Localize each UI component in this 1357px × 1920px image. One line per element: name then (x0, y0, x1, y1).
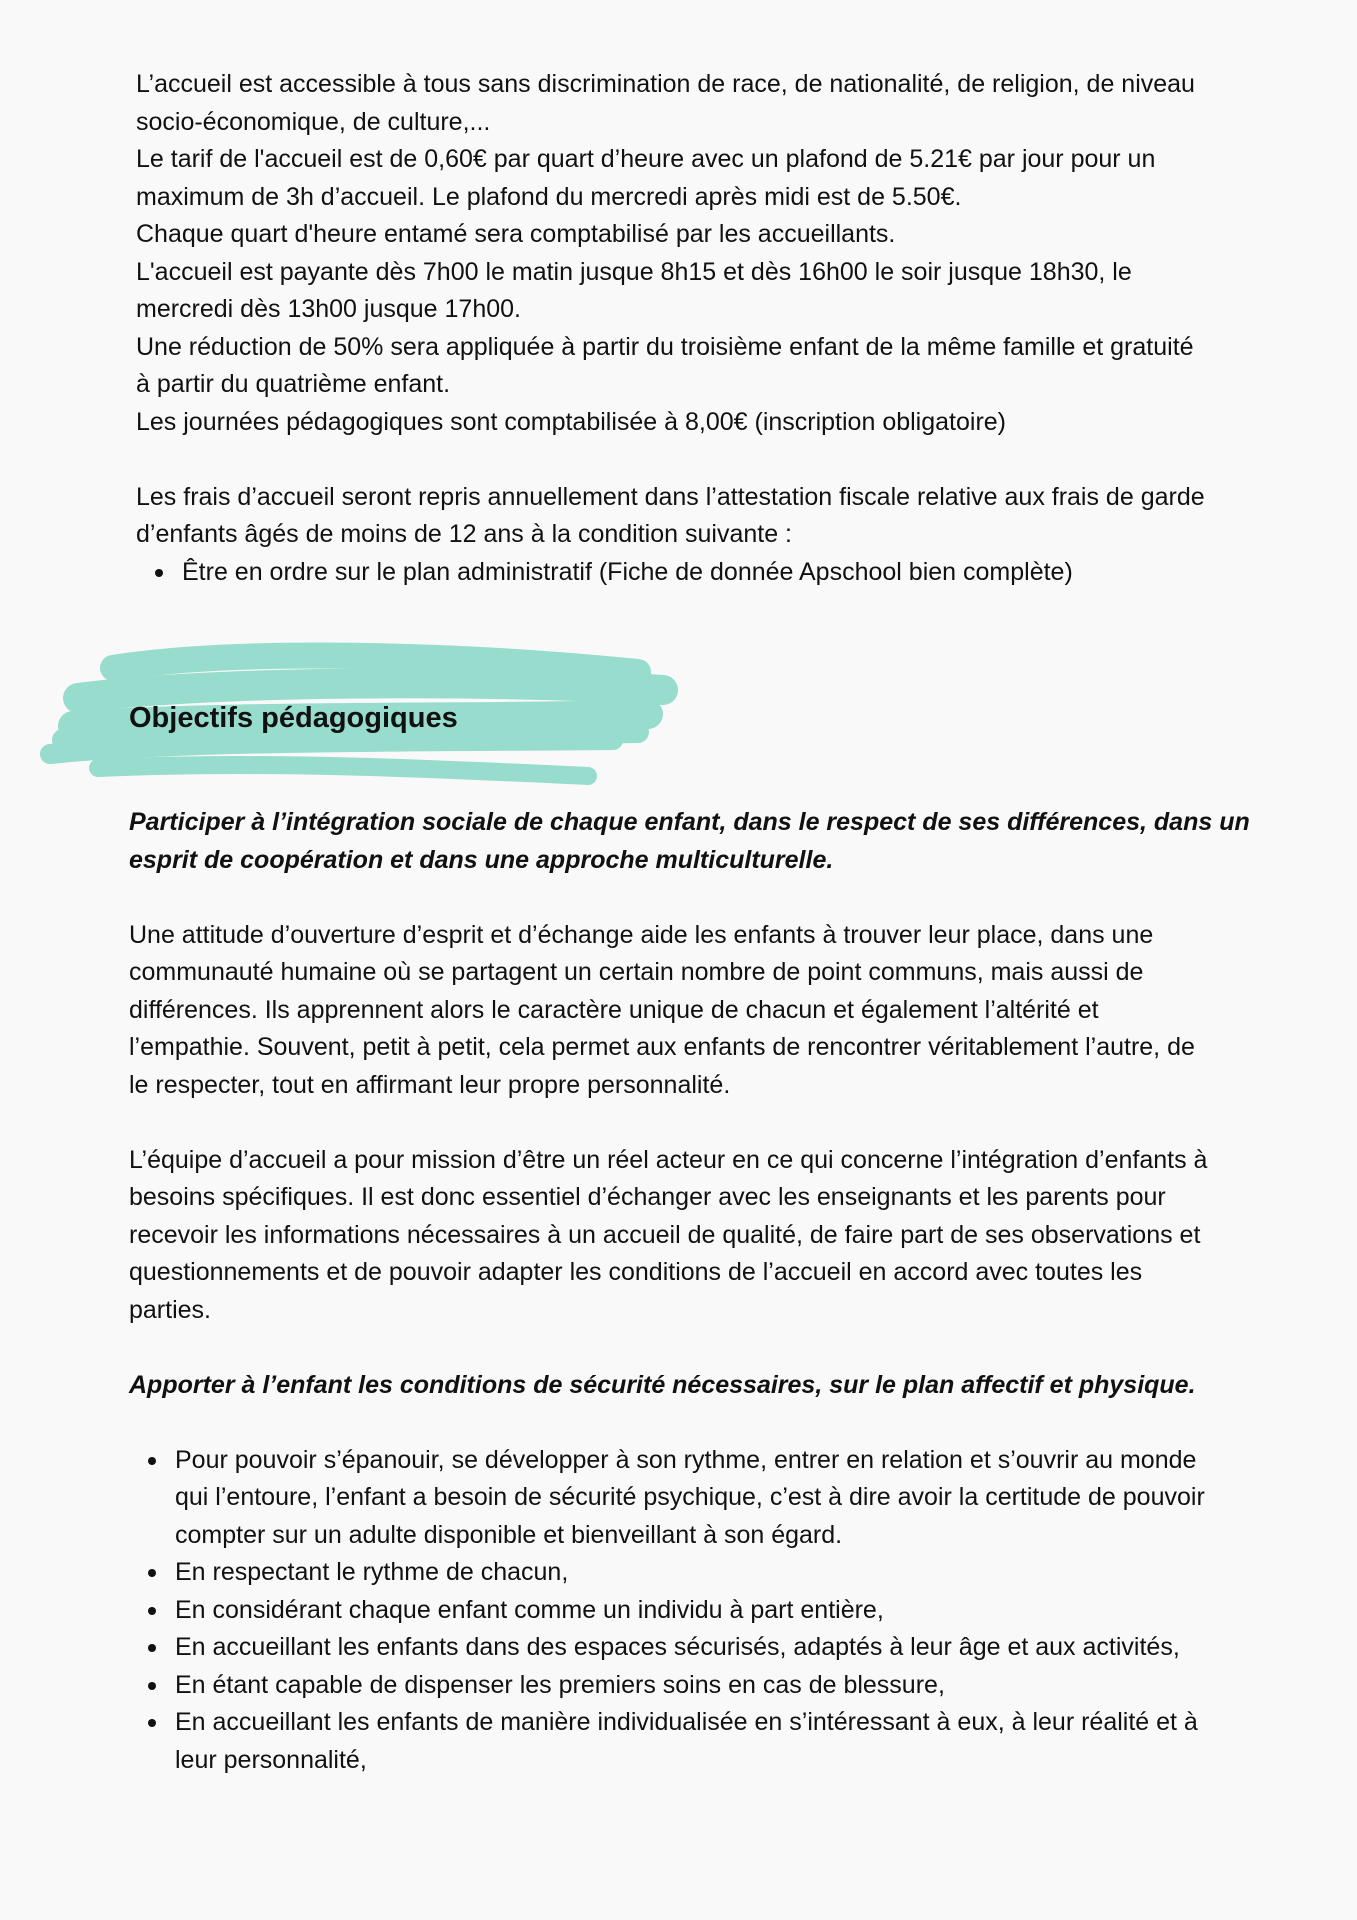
objectives-section (129, 804, 1329, 1779)
text-line: le respecter, tout en affirmant leur propre personnalité. (129, 1070, 731, 1099)
section-heading: Objectifs pédagogiques (129, 702, 458, 734)
paragraph-spacer (129, 1104, 1329, 1142)
text-line: besoins spécifiques. Il est donc essentiel d’échanger avec les enseignants et les parents pour (129, 1183, 1166, 1211)
text-line: En considérant chaque enfant comme un individu à part entière, (175, 1595, 884, 1624)
fiscal-paragraph (136, 479, 1326, 554)
text-line: compter sur un adulte disponible et bienveillant à son égard. (175, 1520, 843, 1549)
text-line: L’équipe d’accueil a pour mission d’être un réel acteur en ce qui concerne l’intégration d’enfants à (129, 1145, 1208, 1174)
text-line: Le tarif de l'accueil est de 0,60€ par quart d’heure avec un plafond de 5.21€ par jour pour un (136, 145, 1156, 173)
text-line: différences. Ils apprennent alors le caractère unique de chacun et également l’altérité et (129, 995, 1099, 1024)
text-line: En accueillant les enfants dans des espaces sécurisés, adaptés à leur âge et aux activités, (175, 1633, 1180, 1661)
text-line: Les frais d’accueil seront repris annuellement dans l’attestation fiscale relative aux frais de garde (136, 482, 1205, 511)
objective-paragraph (129, 917, 1329, 1105)
list-item (129, 1592, 1329, 1630)
text-line: d’enfants âgés de moins de 12 ans à la condition suivante : (136, 520, 792, 548)
objective-lead (129, 1367, 1329, 1405)
list-item (129, 1629, 1329, 1667)
paragraph-spacer (129, 879, 1329, 917)
text-line: questionnements et de pouvoir adapter les conditions de l’accueil en accord avec toutes les (129, 1258, 1143, 1286)
text-line: l’empathie. Souvent, petit à petit, cela permet aux enfants de rencontrer véritablement l’autre, de (129, 1033, 1195, 1061)
text-line: mercredi dès 13h00 jusque 17h00. (136, 295, 521, 323)
text-line: Une réduction de 50% sera appliquée à partir du troisième enfant de la même famille et gratuité (136, 332, 1194, 361)
text-line: En respectant le rythme de chacun, (175, 1558, 569, 1586)
text-line: qui l’entoure, l’enfant a besoin de sécurité psychique, c’est à dire avoir la certitude de pouvoir (175, 1483, 1205, 1511)
text-line: Pour pouvoir s’épanouir, se développer à son rythme, entrer en relation et s’ouvrir au monde (175, 1445, 1197, 1474)
text-line: recevoir les informations nécessaires à un accueil de qualité, de faire part de ses observations et (129, 1220, 1201, 1249)
text-line: L'accueil est payante dès 7h00 le matin jusque 8h15 et dès 16h00 le soir jusque 18h30, le (136, 257, 1132, 286)
paragraph-spacer (136, 441, 1326, 479)
list-item (129, 1554, 1329, 1592)
text-line: parties. (129, 1295, 211, 1324)
security-conditions-list (129, 1442, 1329, 1780)
list-item (129, 1704, 1329, 1779)
text-line: Les journées pédagogiques sont comptabilisée à 8,00€ (inscription obligatoire) (136, 407, 1006, 436)
intro-paragraph (136, 66, 1326, 441)
list-item (129, 1442, 1329, 1555)
list-item: Être en ordre sur le plan administratif (Fiche de donnée Apschool bien complète) (136, 554, 1326, 592)
paragraph-spacer (129, 1404, 1329, 1442)
intro-section (136, 66, 1326, 591)
text-line: leur personnalité, (175, 1745, 367, 1774)
text-line: maximum de 3h d’accueil. Le plafond du mercredi après midi est de 5.50€. (136, 182, 962, 211)
text-line: socio-économique, de culture,... (136, 107, 491, 136)
objective-paragraph (129, 1142, 1329, 1330)
text-line: Chaque quart d'heure entamé sera comptabilisé par les accueillants. (136, 220, 896, 248)
objective-lead (129, 804, 1329, 879)
text-line: Participer à l’intégration sociale de chaque enfant, dans le respect de ses différences, dans un (129, 808, 1250, 836)
list-item (129, 1667, 1329, 1705)
brush-stroke (78, 683, 663, 698)
paragraph-spacer (129, 1329, 1329, 1367)
text-line: En étant capable de dispenser les premiers soins en cas de blessure, (175, 1670, 945, 1699)
fiscal-conditions-list (136, 554, 1326, 592)
text-line: Apporter à l’enfant les conditions de sécurité nécessaires, sur le plan affectif et physique. (129, 1370, 1196, 1399)
text-line: esprit de coopération et dans une approche multiculturelle. (129, 845, 834, 874)
brush-stroke (98, 765, 588, 776)
text-line: L’accueil est accessible à tous sans discrimination de race, de nationalité, de religion, de niveau (136, 70, 1195, 98)
text-line: à partir du quatrième enfant. (136, 370, 451, 398)
text-line: Une attitude d’ouverture d’esprit et d’échange aide les enfants à trouver leur place, dans une (129, 920, 1154, 949)
text-line: communauté humaine où se partagent un certain nombre de point communs, mais aussi de (129, 958, 1144, 986)
text-line: En accueillant les enfants de manière individualisée en s’intéressant à eux, à leur réalité et à (175, 1708, 1198, 1736)
